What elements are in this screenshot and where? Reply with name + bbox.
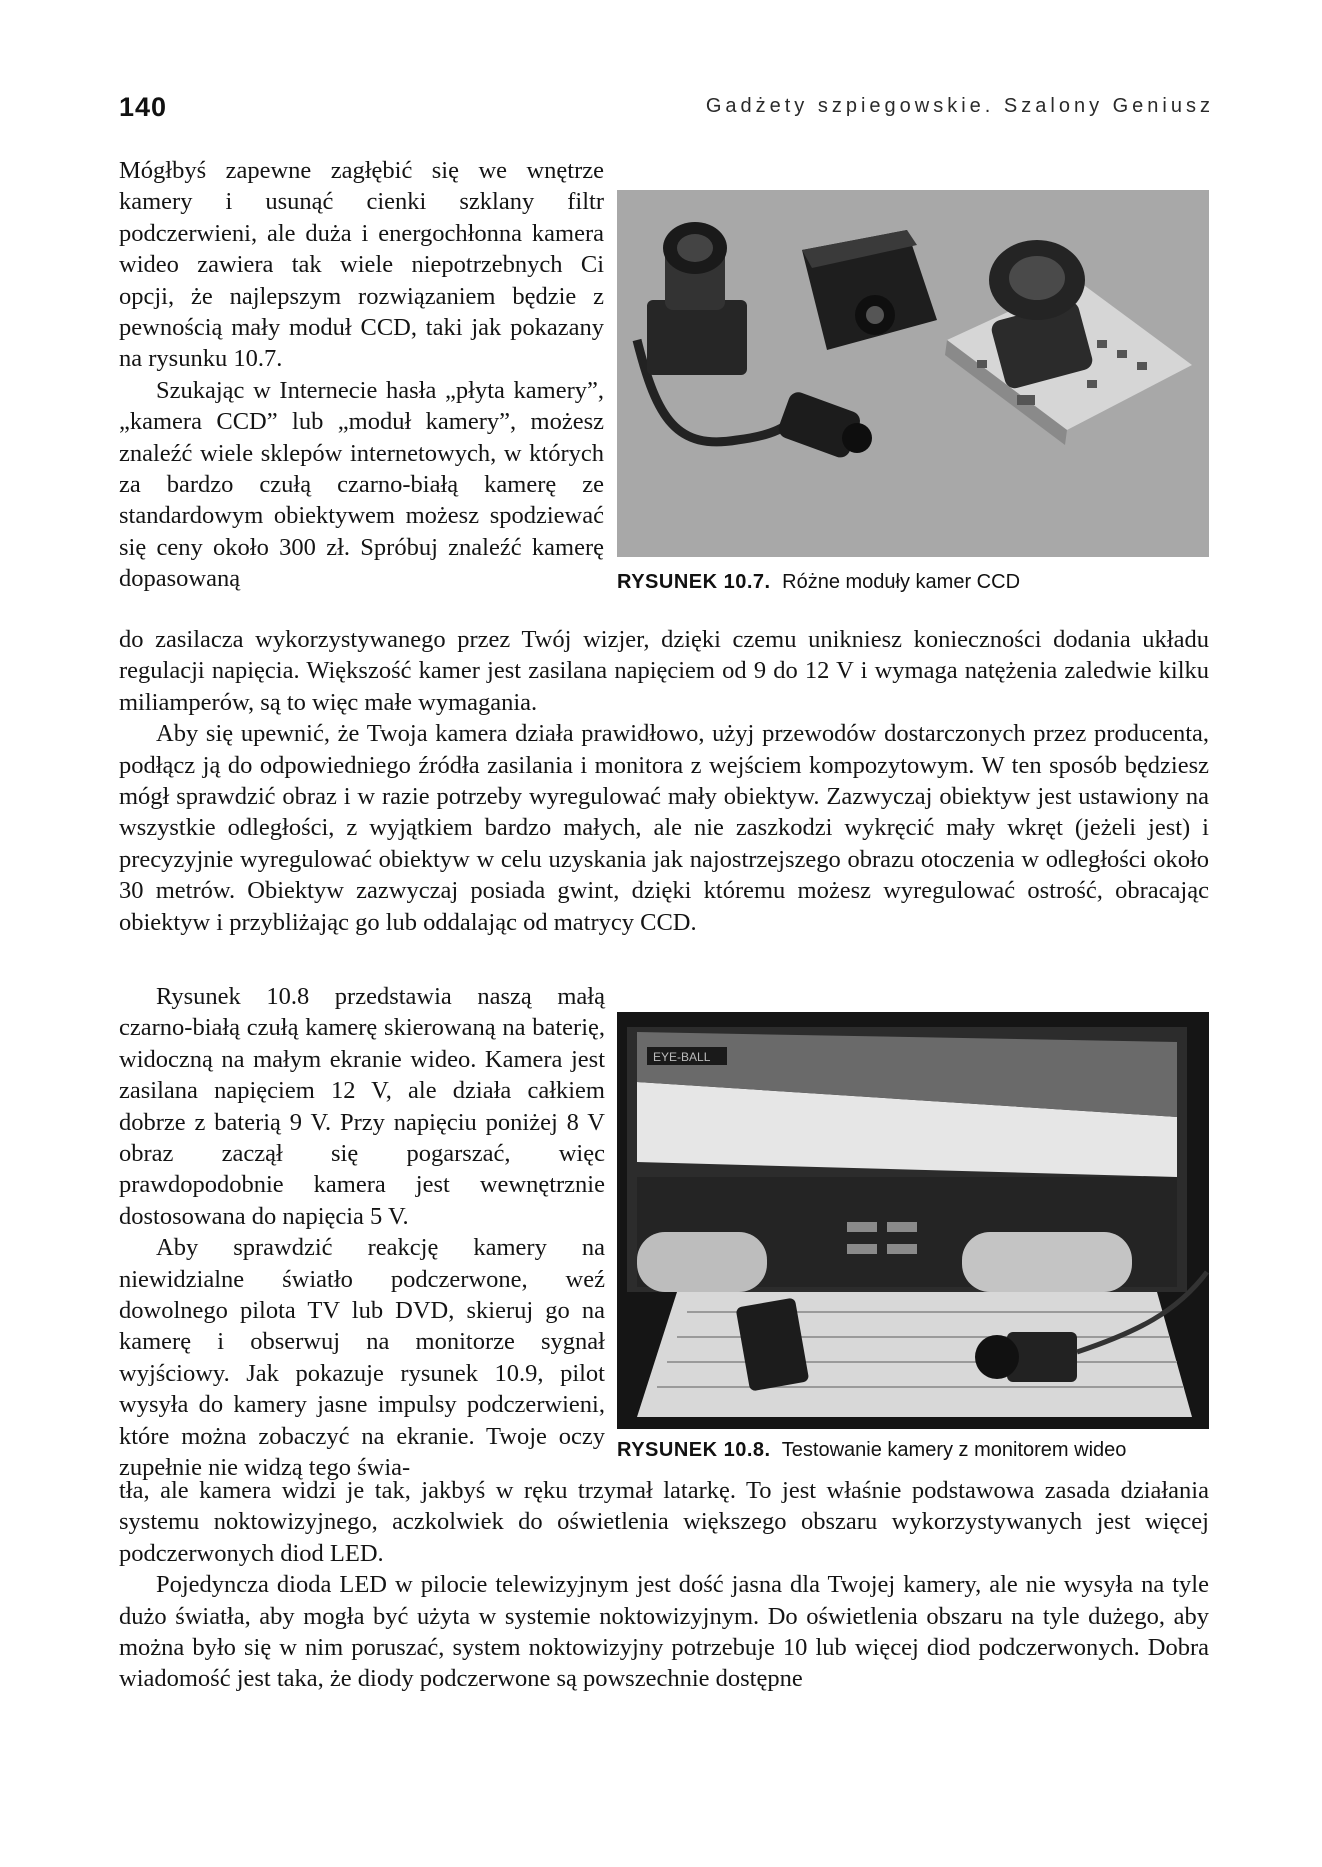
figure-caption-text: Różne moduły kamer CCD bbox=[782, 571, 1021, 593]
paragraph: do zasilacza wykorzystywanego przez Twój wizjer, dzięki czemu unikniesz konieczności dodania układu regulacji napięcia. Większość kamer jest zasilana napięciem od 9 do 12 V i wymaga natężenia zaledwie kilku miliamperów, są to więc małe wymagania. bbox=[119, 626, 1209, 716]
paragraph: Aby sprawdzić reakcję kamery na niewidzialne światło podczerwone, weź dowolnego pilota TV lub DVD, skieruj go na kamerę i obserwuj na monitorze sygnał wyjściowy. Jak pokazuje rysunek 10.9, pilot wysyła do kamery jasne impulsy podczerwieni, które można zobaczyć na ekranie. Twoje oczy zupełnie nie widzą tego świa- bbox=[119, 1234, 605, 1482]
left-column-top bbox=[119, 155, 604, 595]
figure-caption-text: Testowanie kamery z monitorem wideo bbox=[781, 1439, 1127, 1461]
full-width-text-2 bbox=[119, 1475, 1209, 1695]
page-number: 140 bbox=[119, 92, 168, 122]
page-header bbox=[0, 92, 1322, 132]
camera-monitor-illustration bbox=[617, 1012, 1209, 1429]
figure-label: RYSUNEK 10.7. bbox=[617, 571, 771, 593]
paragraph: Rysunek 10.8 przedstawia naszą małą czarno-białą czułą kamerę skierowaną na baterię, widoczną na małym ekranie wideo. Kamera jest zasilana napięciem 12 V, ale działa całkiem dobrze z baterią 9 V. Przy napięciu poniżej 8 V obraz zaczął się pogarszać, więc prawdopodobnie kamera jest wewnętrznie dostosowana do napięcia 5 V. bbox=[119, 983, 605, 1230]
paragraph: Pojedyncza dioda LED w pilocie telewizyjnym jest dość jasna dla Twojej kamery, ale nie wysyła na tyle dużo światła, aby mogła być użyta w systemie noktowizyjnym. Do oświetlenia obszaru na tyle dużego, aby można było się w nim poruszać, system noktowizyjny potrzebuje 10 lub więcej diod podczerwonych. Dobra wiadomość jest taka, że diody podczerwone są powszechnie dostępne bbox=[119, 1571, 1209, 1693]
figure-caption-10-8 bbox=[617, 1439, 1126, 1462]
running-title: Gadżety szpiegowskie. Szalony Geniusz bbox=[705, 95, 1214, 117]
ccd-modules-illustration bbox=[617, 190, 1209, 557]
svg-text:EYE-BALL: EYE-BALL bbox=[653, 1050, 711, 1064]
left-column-bottom bbox=[119, 981, 605, 1484]
figure-camera-monitor-photo bbox=[617, 1012, 1209, 1429]
figure-label: RYSUNEK 10.8. bbox=[617, 1439, 771, 1461]
figure-ccd-modules-photo bbox=[617, 190, 1209, 557]
figure-caption-10-7 bbox=[617, 571, 1020, 594]
paragraph: Aby się upewnić, że Twoja kamera działa prawidłowo, użyj przewodów dostarczonych przez producenta, podłącz ją do odpowiedniego źródła zasilania i monitora z wejściem kompozytowym. W ten sposób będziesz mógł sprawdzić obraz i w razie potrzeby wyregulować mały obiektyw. Zazwyczaj obiektyw jest ustawiony na wszystkie odległości, z wyjątkiem bardzo małych, ale nie zaszkodzi wykręcić mały wkręt (jeżeli jest) i precyzyjnie wyregulować obiektyw w celu uzyskania jak najostrzejszego obrazu otoczenia w odległości około 30 metrów. Obiektyw zazwyczaj posiada gwint, dzięki któremu możesz wyregulować ostrość, obracając obiektyw i przybliżając go lub oddalając od matrycy CCD. bbox=[119, 720, 1209, 936]
paragraph: Szukając w Internecie hasła „płyta kamery”, „kamera CCD” lub „moduł kamery”, możesz znaleźć wiele sklepów internetowych, w których za bardzo czułą czarno-białą kamerę ze standardowym obiektywem możesz spodziewać się ceny około 300 zł. Spróbuj znaleźć kamerę dopasowaną bbox=[119, 376, 604, 593]
full-width-text-1 bbox=[119, 624, 1209, 938]
paragraph: Mógłbyś zapewne zagłębić się we wnętrze kamery i usunąć cienki szklany filtr podczerwieni, ale duża i energochłonna kamera wideo zawiera tak wiele niepotrzebnych Ci opcji, że najlepszym rozwiązaniem będzie z pewnością mały moduł CCD, taki jak pokazany na rysunku 10.7. bbox=[119, 157, 604, 373]
paragraph: tła, ale kamera widzi je tak, jakbyś w ręku trzymał latarkę. To jest właśnie podstawowa zasada działania systemu noktowizyjnego, aczkolwiek do oświetlenia większego obszaru wykorzystywanych jest więcej podczerwonych diod LED. bbox=[119, 1477, 1209, 1567]
